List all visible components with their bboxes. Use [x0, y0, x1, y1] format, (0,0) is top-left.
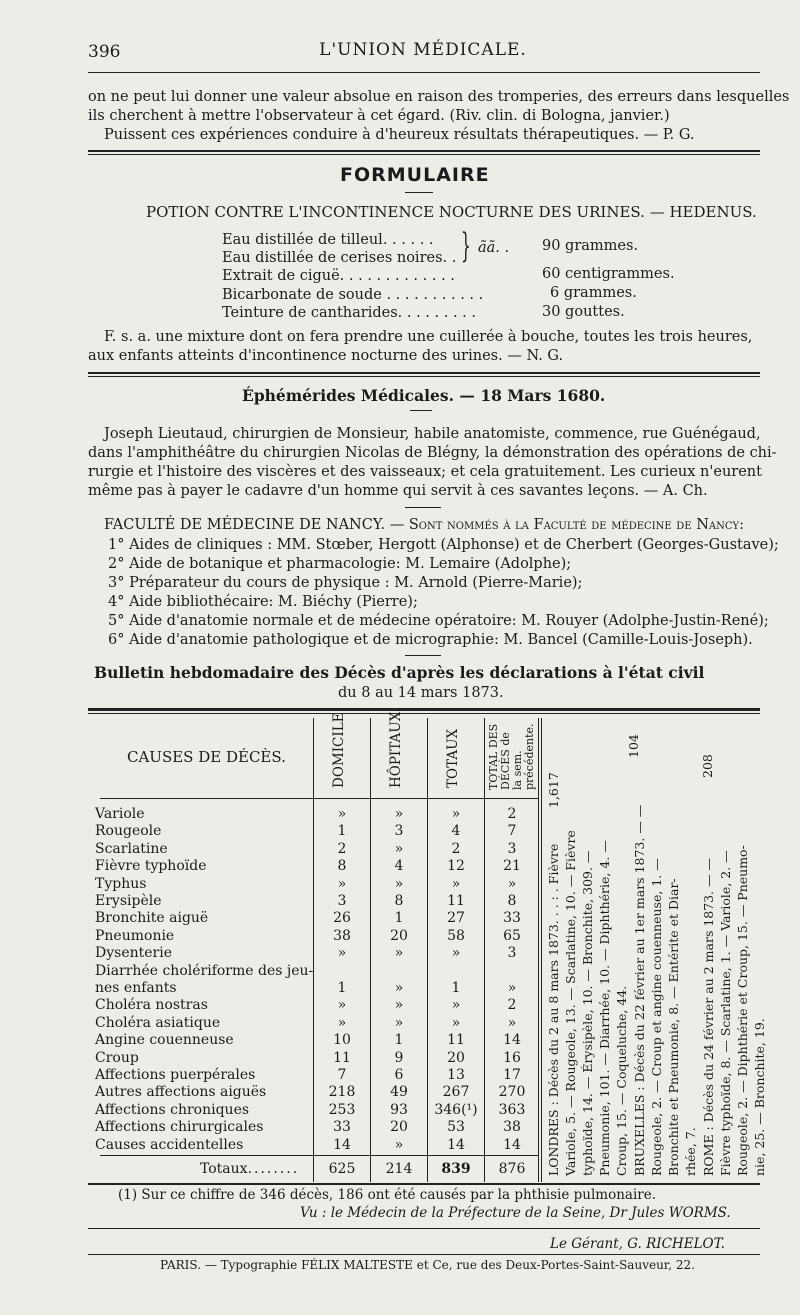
gerant-signature: Le Gérant, G. RICHELOT.: [550, 1236, 725, 1252]
table-cell-prev: 3: [507, 945, 517, 962]
side-note-line: BRUXELLES : Décès du 22 février au 1er mars 1873. — —: [632, 804, 647, 1176]
faculte-item-3: 3° Préparateur du cours de physique : M. Arnold (Pierre-Marie);: [108, 575, 583, 591]
table-row-cause: Bronchite aiguë: [95, 910, 209, 927]
table-row-cause: Choléra asiatique: [95, 1014, 221, 1031]
table-row-cause: Autres affections aiguës: [95, 1084, 267, 1101]
table-cell-dom: 11: [333, 1049, 351, 1066]
table-cell-hop: 93: [390, 1101, 408, 1118]
table-cell-prev: 16: [503, 1049, 521, 1066]
table-cell-hop: 1: [394, 910, 404, 927]
table-cell-dom: 1: [337, 823, 347, 840]
side-note-line: nie, 25. — Bronchite, 19.: [752, 1018, 767, 1176]
side-note-line: Rougeole, 2. — Croup et angine couenneuse, 1. —: [649, 858, 664, 1176]
table-row-cause: Scarlatine: [95, 840, 168, 857]
table-row-cause: Erysipèle: [95, 893, 162, 909]
table-cell-hop: »: [394, 806, 404, 822]
totals-totaux: 839: [441, 1161, 471, 1177]
table-cell-dom: 10: [333, 1032, 351, 1049]
table-bottom-rule: [88, 1183, 760, 1185]
table-cell-dom: 8: [337, 858, 347, 875]
side-note-line: LONDRES : Décès du 2 au 8 mars 1873. . . : . Fièvre: [546, 843, 561, 1176]
table-cell-hop: 20: [390, 927, 408, 944]
side-note-line: Pneumonie, 101. — Diarrhée, 10. — Diphthérie, 4. —: [597, 840, 612, 1176]
intro-line-1: on ne peut lui donner une valeur absolue en raison des tromperies, des erreurs dans lesquelles: [88, 89, 790, 105]
vu-signature: Vu : le Médecin de la Préfecture de la Seine, Dr Jules WORMS.: [300, 1205, 731, 1221]
footer-rule: [88, 1228, 760, 1229]
faculte-item-5: 5° Aide d'anatomie normale et de médecine opératoire: M. Rouyer (Adolphe-Justin-René);: [108, 613, 769, 629]
table-cell-tot: 53: [447, 1119, 465, 1136]
table-cell-hop: 8: [394, 893, 404, 909]
table-cell-hop: »: [394, 945, 404, 962]
table-cell-dom: 1: [337, 980, 347, 996]
table-row-cause: Typhus: [95, 875, 147, 892]
table-cell-dom: »: [337, 997, 347, 1014]
intro-line-3: Puissent ces expériences conduire à d'heureux résultats thérapeutiques. — P. G.: [104, 127, 695, 143]
table-row-cause: Affections chirurgicales: [95, 1119, 264, 1136]
ingredient-1: Eau distillée de tilleul. . . . . .: [222, 232, 434, 248]
table-row-cause: nes enfants: [95, 980, 177, 996]
table-cell-dom: »: [337, 875, 347, 892]
title-dash: [410, 410, 432, 411]
table-top-rule: [88, 708, 760, 711]
potion-title: POTION CONTRE L'INCONTINENCE NOCTURNE DES URINES. — HEDENUS.: [146, 203, 757, 221]
table-row-cause: Choléra nostras: [95, 997, 208, 1014]
table-cell-prev: 363: [498, 1101, 526, 1118]
table-cell-tot: 58: [447, 927, 465, 944]
table-cell-tot: 11: [447, 893, 465, 909]
col-header-previous-week: TOTAL DES DÉCÈS de la sem. précédente.: [487, 723, 536, 790]
ingredient-5: Teinture de cantharides. . . . . . . . .: [222, 305, 477, 321]
footer-rule: [88, 1254, 760, 1255]
table-cell-dom: »: [337, 806, 347, 822]
section-rule: [88, 372, 760, 374]
table-cell-prev: 14: [503, 1136, 521, 1153]
brace-icon: }: [460, 226, 471, 266]
table-cell-prev: 270: [498, 1084, 526, 1101]
faculte-item-4: 4° Aide bibliothécaire: M. Biéchy (Pierre);: [108, 594, 418, 610]
ingredient-4-qty: 6 grammes.: [550, 285, 637, 301]
totals-domicile: 625: [328, 1161, 356, 1177]
table-cell-hop: »: [394, 980, 404, 996]
table-cell-hop: »: [394, 997, 404, 1014]
totals-rule: [100, 1155, 538, 1156]
table-cell-prev: 65: [503, 927, 521, 944]
table-row-cause: Affections puerpérales: [95, 1067, 256, 1083]
totals-hopitaux: 214: [385, 1161, 413, 1177]
table-cell-hop: 9: [394, 1049, 404, 1066]
intro-line-2: ils cherchent à mettre l'observateur à cet égard. (Riv. clin. di Bologna, janvier.): [88, 108, 670, 124]
table-cell-prev: 33: [503, 910, 521, 927]
side-note-line: Bronchite et Pneumonie, 8. — Entérite et Diar-: [666, 878, 681, 1176]
table-cell-dom: 2: [337, 840, 347, 857]
table-cell-prev: 2: [507, 997, 517, 1014]
table-cell-prev: 2: [507, 806, 517, 822]
table-cell-dom: 33: [333, 1119, 351, 1136]
table-row-cause: Dysenterie: [95, 945, 172, 962]
table-cell-dom: 253: [328, 1101, 356, 1118]
section-rule: [88, 150, 760, 152]
table-cell-tot: 13: [447, 1067, 465, 1083]
aa-quantity: 90 grammes.: [542, 238, 639, 254]
table-cell-prev: 3: [507, 840, 517, 857]
table-cell-hop: »: [394, 1136, 404, 1153]
table-cell-tot: 2: [451, 840, 461, 857]
table-cell-hop: 1: [394, 1032, 404, 1049]
aa-label: ãã. .: [478, 240, 510, 256]
table-cell-hop: »: [394, 875, 404, 892]
table-cell-dom: 3: [337, 893, 347, 909]
table-cell-tot: »: [451, 945, 461, 962]
fsa-line-2: aux enfants atteints d'incontinence nocturne des urines. — N. G.: [88, 348, 564, 364]
table-cell-dom: 38: [333, 927, 351, 944]
table-cell-tot: 12: [447, 858, 465, 875]
table-cell-prev: 38: [503, 1119, 521, 1136]
table-cell-tot: 20: [447, 1049, 465, 1066]
col-header-domicile: DOMICILE: [331, 712, 347, 788]
side-note-line: typhoïde, 14. — Érysipèle, 10. — Bronchite, 309. —: [580, 850, 595, 1176]
side-note-line: rhée, 7.: [683, 1127, 698, 1176]
table-cell-prev: 17: [503, 1067, 521, 1083]
table-cell-tot: 346(¹): [434, 1101, 478, 1118]
imprint: PARIS. — Typographie FÉLIX MALTESTE et Ce, rue des Deux-Portes-Saint-Sauveur, 22.: [160, 1258, 695, 1272]
totals-label: Totaux........: [200, 1161, 300, 1177]
table-cell-prev: 7: [507, 823, 517, 840]
table-row-cause: Affections chroniques: [95, 1101, 250, 1118]
fsa-line-1: F. s. a. une mixture dont on fera prendre une cuillerée à bouche, toutes les trois heures,: [104, 329, 753, 345]
faculte-title: FACULTÉ DE MÉDECINE DE NANCY. — Sont nommés à la Faculté de médecine de Nancy:: [104, 517, 745, 533]
table-cell-tot: »: [451, 806, 461, 822]
table-cell-hop: 4: [394, 858, 404, 875]
ephemerides-line-1: Joseph Lieutaud, chirurgien de Monsieur, habile anatomiste, commence, rue Guénégaud,: [104, 426, 761, 442]
table-cell-prev: »: [507, 980, 517, 996]
ingredient-4: Bicarbonate de soude . . . . . . . . . . .: [222, 287, 484, 303]
table-cell-dom: 218: [328, 1084, 356, 1101]
ingredient-2: Eau distillée de cerises noires. .: [222, 250, 457, 266]
faculte-item-6: 6° Aide d'anatomie pathologique et de micrographie: M. Bancel (Camille-Louis-Joseph).: [108, 632, 753, 648]
faculte-item-1: 1° Aides de cliniques : MM. Stœber, Hergott (Alphonse) et de Cherbert (Georges-Gustave);: [108, 537, 779, 553]
table-cell-prev: 21: [503, 858, 521, 875]
table-cell-prev: »: [507, 875, 517, 892]
faculte-item-2: 2° Aide de botanique et pharmacologie: M. Lemaire (Adolphe);: [108, 556, 572, 572]
col-header-hopitaux: HÔPITAUX: [388, 711, 404, 788]
totals-label-text: Totaux: [200, 1161, 248, 1177]
table-cell-tot: 11: [447, 1032, 465, 1049]
table-cell-prev: »: [507, 1014, 517, 1031]
table-row-cause: Angine couenneuse: [95, 1032, 234, 1049]
table-row-cause: Variole: [95, 806, 145, 822]
ephemerides-title: Éphémérides Médicales. — 18 Mars 1680.: [242, 386, 606, 405]
ephemerides-line-3: rurgie et l'histoire des viscères et des vaisseaux; et cela gratuitement. Les curieux n'eurent: [88, 464, 762, 480]
side-note-line: Croup, 15. — Coqueluche, 44.: [614, 985, 629, 1176]
divider: [405, 655, 441, 656]
table-cell-dom: »: [337, 1014, 347, 1031]
title-dash: [405, 192, 433, 193]
header-row-rule: [100, 798, 538, 799]
side-note-line: Rougeole, 2. — Diphthérie et Croup, 15. — Pneumo-: [735, 845, 750, 1176]
section-rule-thin: [88, 154, 760, 155]
table-cell-hop: 20: [390, 1119, 408, 1136]
bulletin-title: Bulletin hebdomadaire des Décès d'après les déclarations à l'état civil: [94, 663, 705, 682]
table-cell-dom: 26: [333, 910, 351, 927]
ingredient-5-qty: 30 gouttes.: [542, 304, 625, 320]
table-cell-dom: 7: [337, 1067, 347, 1083]
bulletin-subtitle: du 8 au 14 mars 1873.: [338, 685, 504, 701]
footnote: (1) Sur ce chiffre de 346 décès, 186 ont été causés par la phthisie pulmonaire.: [118, 1187, 657, 1203]
side-note-line: ROME : Décès du 24 février au 2 mars 1873. — —: [701, 857, 716, 1176]
table-cell-tot: »: [451, 997, 461, 1014]
col-header-totaux: TOTAUX: [445, 728, 461, 788]
deaths-table: [95, 711, 767, 1182]
table-row-cause: Pneumonie: [95, 927, 175, 944]
table-row-cause: Causes accidentelles: [95, 1136, 244, 1153]
side-londres-total: 1,617: [546, 772, 561, 808]
table-cell-tot: 267: [442, 1084, 470, 1101]
totals-previous: 876: [498, 1161, 526, 1177]
ingredient-3-qty: 60 centigrammes.: [542, 266, 675, 282]
table-row-cause: Fièvre typhoïde: [95, 858, 207, 875]
table-cell-tot: »: [451, 1014, 461, 1031]
table-row-cause: Diarrhée cholériforme des jeu-: [95, 962, 314, 979]
page-number: 396: [88, 42, 121, 62]
table-cell-tot: 27: [447, 910, 465, 927]
table-cell-prev: 14: [503, 1032, 521, 1049]
table-cell-dom: »: [337, 945, 347, 962]
table-cell-tot: »: [451, 875, 461, 892]
table-cell-tot: 1: [451, 980, 461, 996]
table-cell-hop: 49: [390, 1084, 408, 1101]
page-header: [88, 40, 758, 68]
header-rule: [88, 72, 760, 73]
section-rule-thin: [88, 376, 760, 377]
side-bruxelles-total: 104: [626, 734, 641, 758]
table-cell-prev: 8: [507, 893, 517, 909]
col-divider: [541, 718, 542, 1182]
divider: [405, 507, 441, 508]
table-cell-hop: 3: [394, 823, 404, 840]
col-header-causes: CAUSES DE DÉCÈS.: [127, 748, 286, 766]
ingredient-3: Extrait de ciguë. . . . . . . . . . . . .: [222, 268, 455, 284]
table-row-cause: Rougeole: [95, 823, 162, 840]
table-row-cause: Croup: [95, 1049, 139, 1066]
table-cell-tot: 4: [451, 823, 461, 840]
table-cell-dom: 14: [333, 1136, 351, 1153]
side-note-line: Variole, 5. — Rougeole, 13. — Scarlatine, 10. — Fièvre: [563, 830, 578, 1176]
table-cell-hop: 6: [394, 1067, 404, 1083]
formulaire-title: FORMULAIRE: [340, 164, 490, 186]
side-note-line: Fièvre typhoïde, 8. — Scarlatine, 1. — Variole, 2. —: [718, 850, 733, 1176]
ephemerides-line-4: même pas à payer le cadavre d'un homme qui servit à ces savantes leçons. — A. Ch.: [88, 483, 708, 499]
table-cell-tot: 14: [447, 1136, 465, 1153]
table-top-rule-thin: [88, 713, 760, 714]
side-rome-total: 208: [700, 754, 715, 778]
table-cell-hop: »: [394, 840, 404, 857]
journal-title: L'UNION MÉDICALE.: [319, 40, 527, 60]
ephemerides-line-2: dans l'amphithéâtre du chirurgien Nicolas de Blégny, la démonstration des opérations de chi-: [88, 445, 777, 461]
table-cell-hop: »: [394, 1014, 404, 1031]
